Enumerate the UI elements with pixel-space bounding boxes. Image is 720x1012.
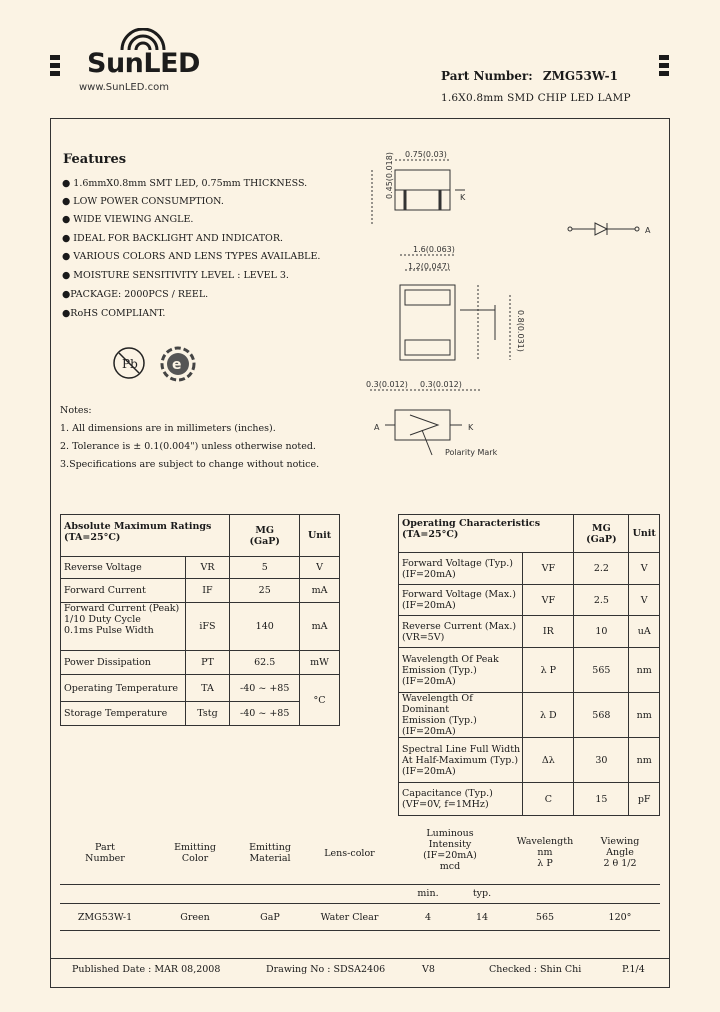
- corner-mark: [659, 71, 669, 76]
- a-label-bottom: A: [374, 423, 380, 432]
- feature-item: ● 1.6mmX0.8mm SMT LED, 0.75mm THICKNESS.: [62, 178, 308, 189]
- sel-material: GaP: [260, 912, 280, 923]
- part-number-line: [441, 69, 618, 83]
- sel-h-lens: Lens-color: [324, 848, 375, 859]
- corner-mark: [50, 55, 60, 60]
- divider: [60, 930, 660, 931]
- table-row: Forward Voltage (Max.) (IF=20mA) VF 2.5 V: [399, 585, 660, 616]
- op-char-mg-header: MG (GaP): [574, 515, 629, 553]
- dim-top: 0.75(0.03): [405, 150, 447, 159]
- dim-inner: 1.2(0.047): [408, 262, 450, 271]
- note-item: 2. Tolerance is ± 0.1(0.004") unless otherwise noted.: [60, 441, 316, 452]
- table-row: Forward Current (Peak) 1/10 Duty Cycle 0.1ms Pulse Width iFS 140 mA: [61, 603, 340, 651]
- feature-item: ● WIDE VIEWING ANGLE.: [62, 214, 194, 225]
- part-number: ZMG53W-1: [542, 69, 619, 83]
- sel-h-typ: typ.: [472, 888, 492, 899]
- abs-max-header: Absolute Maximum Ratings (TA=25°C): [61, 515, 230, 557]
- divider: [60, 903, 660, 904]
- page-subtitle: 1.6X0.8mm SMD CHIP LED LAMP: [441, 92, 631, 104]
- sel-typ: 14: [475, 912, 489, 923]
- footer-version: V8: [422, 964, 435, 975]
- pb-free-icon: [112, 346, 146, 380]
- sel-h-material: Emitting Material: [249, 842, 291, 864]
- corner-mark: [659, 55, 669, 60]
- dim-width: 1.6(0.063): [413, 245, 455, 254]
- pb-text: Pb: [122, 357, 138, 371]
- corner-mark: [50, 63, 60, 68]
- table-row: Storage Temperature Tstg -40 ~ +85: [61, 702, 340, 726]
- sel-lens: Water Clear: [320, 912, 379, 923]
- footer-page: P.1/4: [622, 964, 645, 975]
- footer-published: Published Date : MAR 08,2008: [72, 964, 221, 975]
- e-text: e: [172, 357, 182, 373]
- sel-h-min: min.: [417, 888, 439, 899]
- sel-angle: 120°: [608, 912, 632, 923]
- symbol-a-label: A: [645, 226, 651, 235]
- dim-side: 0.8(0.031): [516, 310, 525, 352]
- sel-h-color: Emitting Color: [174, 842, 216, 864]
- op-char-header: Operating Characteristics (TA=25°C): [399, 515, 574, 553]
- feature-item: ● LOW POWER CONSUMPTION.: [62, 196, 224, 207]
- notes-title: Notes:: [60, 405, 92, 416]
- sel-h-luminous: Luminous Intensity (IF=20mA) mcd: [423, 828, 477, 872]
- table-row: Capacitance (Typ.) (VF=0V, f=1MHz) C 15 pF: [399, 783, 660, 816]
- note-item: 1. All dimensions are in millimeters (inches).: [60, 423, 276, 434]
- abs-max-mg-header: MG (GaP): [230, 515, 300, 557]
- table-row: Power Dissipation PT 62.5 mW: [61, 651, 340, 675]
- table-row: Operating Temperature TA -40 ~ +85 °C: [61, 675, 340, 702]
- polarity-mark-label: Polarity Mark: [445, 448, 498, 457]
- package-diagram: [350, 145, 660, 465]
- dim-height: 0.45(0.018): [385, 152, 394, 199]
- footer-divider: [50, 958, 670, 959]
- part-number-label: Part Number:: [441, 69, 533, 83]
- feature-item: ● VARIOUS COLORS AND LENS TYPES AVAILABLE.: [62, 251, 321, 262]
- sel-h-part: Part Number: [85, 842, 125, 864]
- table-row: Wavelength Of Dominant Emission (Typ.) (IF=20mA) λ D 568 nm: [399, 693, 660, 738]
- sel-color: Green: [180, 912, 210, 923]
- features-title: Features: [63, 152, 127, 167]
- footer-checked: Checked : Shin Chi: [489, 964, 582, 975]
- abs-max-table: [60, 514, 340, 726]
- table-row: Reverse Current (Max.) (VR=5V) IR 10 uA: [399, 616, 660, 648]
- sel-min: 4: [424, 912, 432, 923]
- table-row: Forward Voltage (Typ.) (IF=20mA) VF 2.2 V: [399, 553, 660, 585]
- feature-item: ● MOISTURE SENSITIVITY LEVEL : LEVEL 3.: [62, 270, 289, 281]
- brand-logo: SunLED: [87, 48, 200, 79]
- dim-pad2: 0.3(0.012): [420, 380, 462, 389]
- table-row: Reverse Voltage VR 5 V: [61, 557, 340, 579]
- feature-item: ●RoHS COMPLIANT.: [62, 308, 166, 319]
- table-row: Forward Current IF 25 mA: [61, 579, 340, 603]
- corner-mark: [659, 63, 669, 68]
- dim-pad1: 0.3(0.012): [366, 380, 408, 389]
- footer-drawing: Drawing No : SDSA2406: [266, 964, 386, 975]
- op-char-table: [398, 514, 660, 816]
- sel-part: ZMG53W-1: [77, 912, 133, 923]
- note-item: 3.Specifications are subject to change without notice.: [60, 459, 320, 470]
- sel-wave: 565: [535, 912, 555, 923]
- corner-mark: [50, 71, 60, 76]
- rohs-e-icon: [160, 346, 196, 382]
- brand-url[interactable]: www.SunLED.com: [79, 82, 169, 93]
- feature-item: ●PACKAGE: 2000PCS / REEL.: [62, 289, 209, 300]
- divider: [60, 884, 660, 885]
- abs-max-unit-header: Unit: [300, 515, 340, 557]
- table-row: Spectral Line Full Width At Half-Maximum (Typ.) (IF=20mA) Δλ 30 nm: [399, 738, 660, 783]
- op-char-unit-header: Unit: [629, 515, 660, 553]
- sel-h-wavelength: Wavelength nm λ P: [516, 836, 574, 869]
- feature-item: ● IDEAL FOR BACKLIGHT AND INDICATOR.: [62, 233, 284, 244]
- k-label-side: K: [460, 193, 466, 202]
- k-label-bottom: K: [468, 423, 474, 432]
- table-row: Wavelength Of Peak Emission (Typ.) (IF=20mA) λ P 565 nm: [399, 648, 660, 693]
- sel-h-viewing: Viewing Angle 2 θ 1/2: [600, 836, 640, 869]
